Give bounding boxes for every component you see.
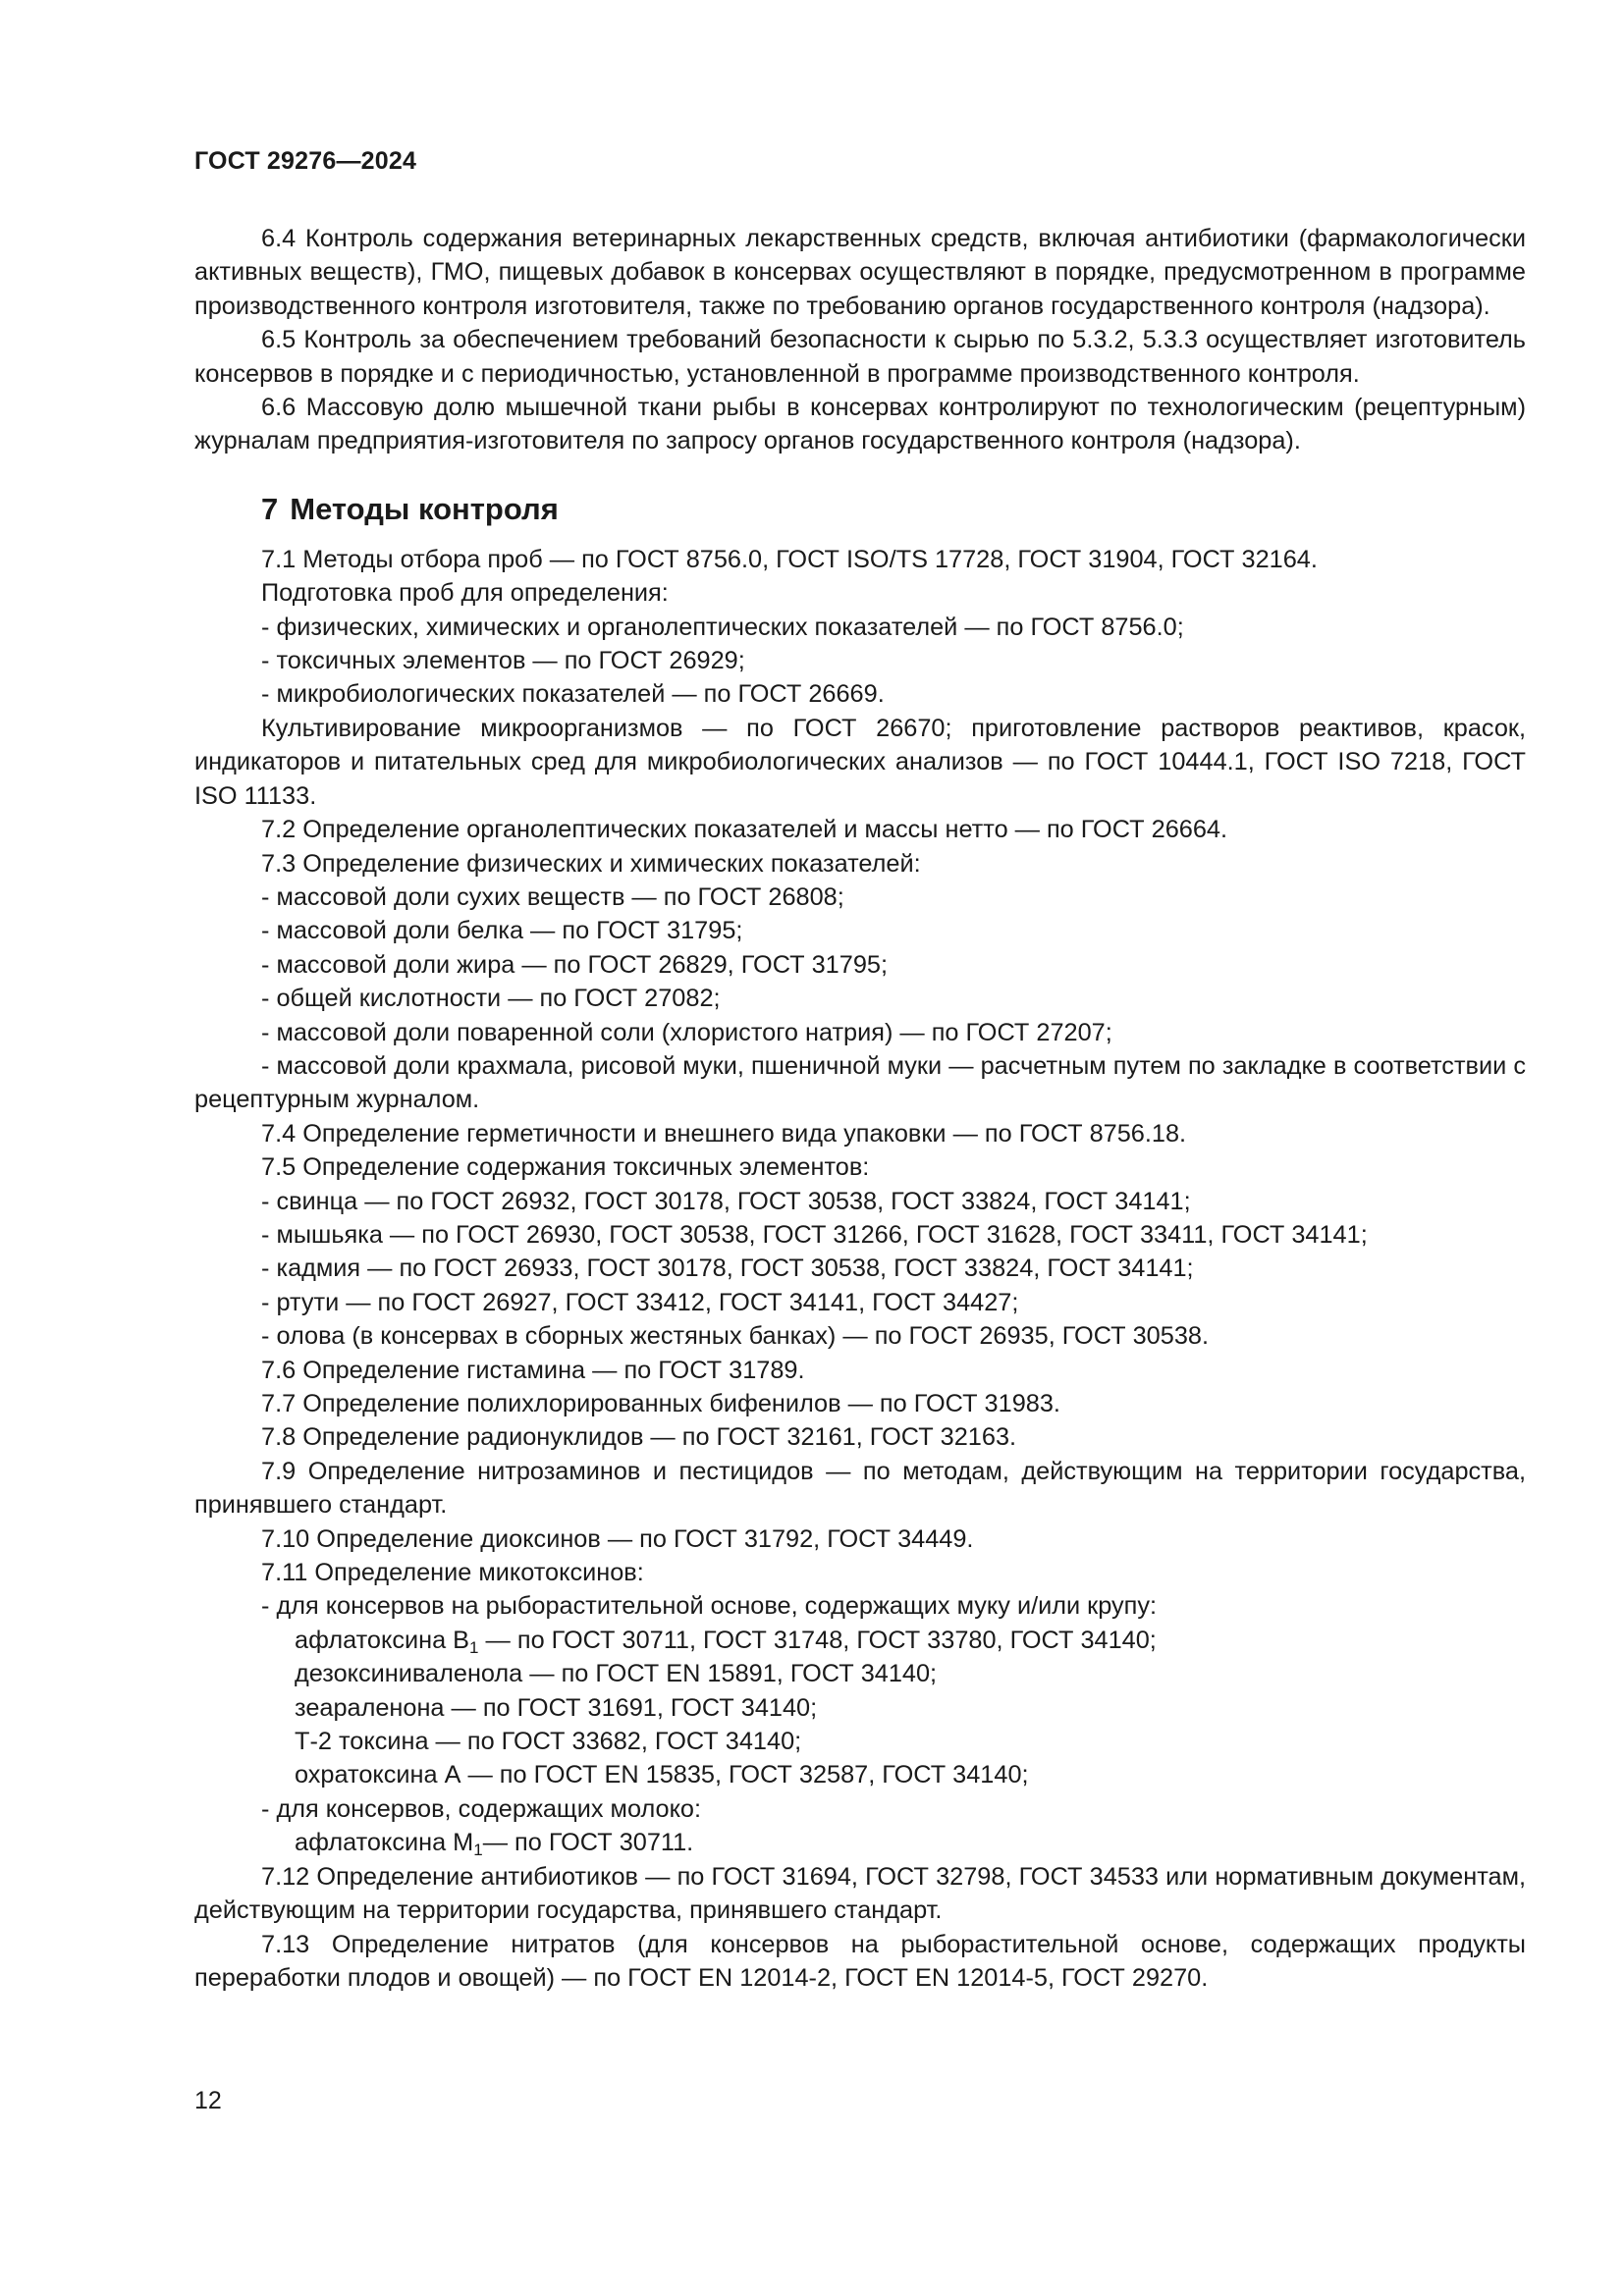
- section-7-heading: [261, 490, 1526, 529]
- list-subitem: дезоксиниваленола — по ГОСТ EN 15891, ГОСТ 34140;: [295, 1660, 938, 1688]
- list-item: - для консервов, содержащих молоко:: [261, 1794, 702, 1823]
- list-item: - массовой доли сухих веществ — по ГОСТ 26808;: [261, 882, 844, 911]
- page-number: 12: [194, 2087, 222, 2114]
- aflatoxin-m1-suffix: — по ГОСТ 30711.: [482, 1829, 694, 1857]
- aflatoxin-m1-prefix: афлатоксина М: [295, 1829, 474, 1857]
- paragraph-7-1: 7.1 Методы отбора проб — по ГОСТ 8756.0, ГОСТ ISO/TS 17728, ГОСТ 31904, ГОСТ 32164.: [261, 545, 1318, 573]
- section-7-number: 7: [261, 491, 279, 526]
- sample-prep-intro: Подготовка проб для определения:: [261, 579, 669, 608]
- cultivation-paragraph: Культивирование микроорганизмов — по ГОСТ 26670; приготовление растворов реактивов, красок, индикаторов и питательных сред для микробиологических анализов — по ГОСТ 10444.1, ГОСТ ISO 7218, ГОСТ ISO 11133.: [194, 714, 1526, 810]
- paragraph-6-6: 6.6 Массовую долю мышечной ткани рыбы в консервах контролируют по технологическим (рецептурным) журналам предприятия-изготовителя по запросу органов государственного контроля (надзора).: [194, 394, 1526, 455]
- list-subitem: зеараленона — по ГОСТ 31691, ГОСТ 34140;: [295, 1693, 818, 1722]
- paragraph-7-6: 7.6 Определение гистамина — по ГОСТ 31789.: [261, 1356, 805, 1384]
- list-item: - олова (в консервах в сборных жестяных банках) — по ГОСТ 26935, ГОСТ 30538.: [261, 1322, 1209, 1351]
- paragraph-7-9: 7.9 Определение нитрозаминов и пестицидов — по методам, действующим на территории государства, принявшего стандарт.: [194, 1457, 1526, 1520]
- section-7-title: Методы контроля: [290, 491, 559, 526]
- list-item-wrapping: - массовой доли крахмала, рисовой муки, пшеничной муки — расчетным путем по закладке в соответствии с рецептурным журналом.: [194, 1051, 1526, 1114]
- paragraph-7-11: 7.11 Определение микотоксинов:: [261, 1559, 644, 1587]
- paragraph-7-3: 7.3 Определение физических и химических показателей:: [261, 849, 921, 878]
- list-item: - токсичных элементов — по ГОСТ 26929;: [261, 647, 745, 675]
- list-item: - физических, химических и органолептических показателей — по ГОСТ 8756.0;: [261, 613, 1184, 641]
- aflatoxin-b1-subscript: 1: [469, 1637, 479, 1657]
- aflatoxin-b1-suffix: — по ГОСТ 30711, ГОСТ 31748, ГОСТ 33780, ГОСТ 34140;: [478, 1626, 1157, 1654]
- paragraph-7-4: 7.4 Определение герметичности и внешнего вида упаковки — по ГОСТ 8756.18.: [261, 1119, 1187, 1148]
- list-item: - общей кислотности — по ГОСТ 27082;: [261, 985, 721, 1013]
- aflatoxin-m1-subscript: 1: [473, 1841, 483, 1860]
- list-item: - для консервов на рыборастительной основе, содержащих муку и/или крупу:: [261, 1592, 1158, 1621]
- list-subitem-aflatoxin-b1: [194, 1624, 1526, 1657]
- paragraph-7-2: 7.2 Определение органолептических показателей и массы нетто — по ГОСТ 26664.: [261, 816, 1228, 844]
- paragraph-7-5: 7.5 Определение содержания токсичных элементов:: [261, 1153, 870, 1182]
- list-subitem: охратоксина А — по ГОСТ EN 15835, ГОСТ 32587, ГОСТ 34140;: [295, 1761, 1029, 1789]
- aflatoxin-b1-prefix: афлатоксина В: [295, 1626, 470, 1654]
- document-page: [194, 147, 1526, 1995]
- paragraph-7-12: 7.12 Определение антибиотиков — по ГОСТ 31694, ГОСТ 32798, ГОСТ 34533 или нормативным документам, действующим на территории государства, принявшего стандарт.: [194, 1862, 1526, 1925]
- list-item: - свинца — по ГОСТ 26932, ГОСТ 30178, ГОСТ 30538, ГОСТ 33824, ГОСТ 34141;: [261, 1187, 1191, 1215]
- list-item: - ртути — по ГОСТ 26927, ГОСТ 33412, ГОСТ 34141, ГОСТ 34427;: [261, 1288, 1019, 1316]
- paragraph-7-10: 7.10 Определение диоксинов — по ГОСТ 31792, ГОСТ 34449.: [261, 1524, 974, 1553]
- paragraph-7-13: 7.13 Определение нитратов (для консервов на рыборастительной основе, содержащих продукты переработки плодов и овощей) — по ГОСТ EN 12014-2, ГОСТ EN 12014-5, ГОСТ 29270.: [194, 1930, 1526, 1992]
- list-item: - массовой доли белка — по ГОСТ 31795;: [261, 917, 743, 945]
- document-code-header: ГОСТ 29276—2024: [194, 147, 417, 175]
- paragraph-6-4: 6.4 Контроль содержания ветеринарных лекарственных средств, включая антибиотики (фармакологически активных веществ), ГМО, пищевых добавок в консервах осуществляют в порядке, предусмотренном в программе производственного контроля изготовителя, также по требованию органов государственного контроля (надзора).: [194, 225, 1526, 320]
- paragraph-6-5: 6.5 Контроль за обеспечением требований безопасности к сырью по 5.3.2, 5.3.3 осуществляет изготовитель консервов в порядке и с периодичностью, установленной в программе производственного контроля.: [194, 326, 1526, 388]
- paragraph-7-7: 7.7 Определение полихлорированных бифенилов — по ГОСТ 31983.: [261, 1390, 1060, 1417]
- list-item: - кадмия — по ГОСТ 26933, ГОСТ 30178, ГОСТ 30538, ГОСТ 33824, ГОСТ 34141;: [261, 1255, 1194, 1283]
- list-subitem-aflatoxin-m1: [194, 1826, 1526, 1859]
- list-item: - массовой доли жира — по ГОСТ 26829, ГОСТ 31795;: [261, 950, 888, 979]
- list-item: - микробиологических показателей — по ГОСТ 26669.: [261, 680, 885, 709]
- list-item: - мышьяка — по ГОСТ 26930, ГОСТ 30538, ГОСТ 31266, ГОСТ 31628, ГОСТ 33411, ГОСТ 34141;: [261, 1220, 1368, 1249]
- list-subitem: Т-2 токсина — по ГОСТ 33682, ГОСТ 34140;: [295, 1728, 802, 1756]
- paragraph-7-8: 7.8 Определение радионуклидов — по ГОСТ 32161, ГОСТ 32163.: [261, 1423, 1017, 1452]
- list-item: - массовой доли поваренной соли (хлористого натрия) — по ГОСТ 27207;: [261, 1018, 1112, 1046]
